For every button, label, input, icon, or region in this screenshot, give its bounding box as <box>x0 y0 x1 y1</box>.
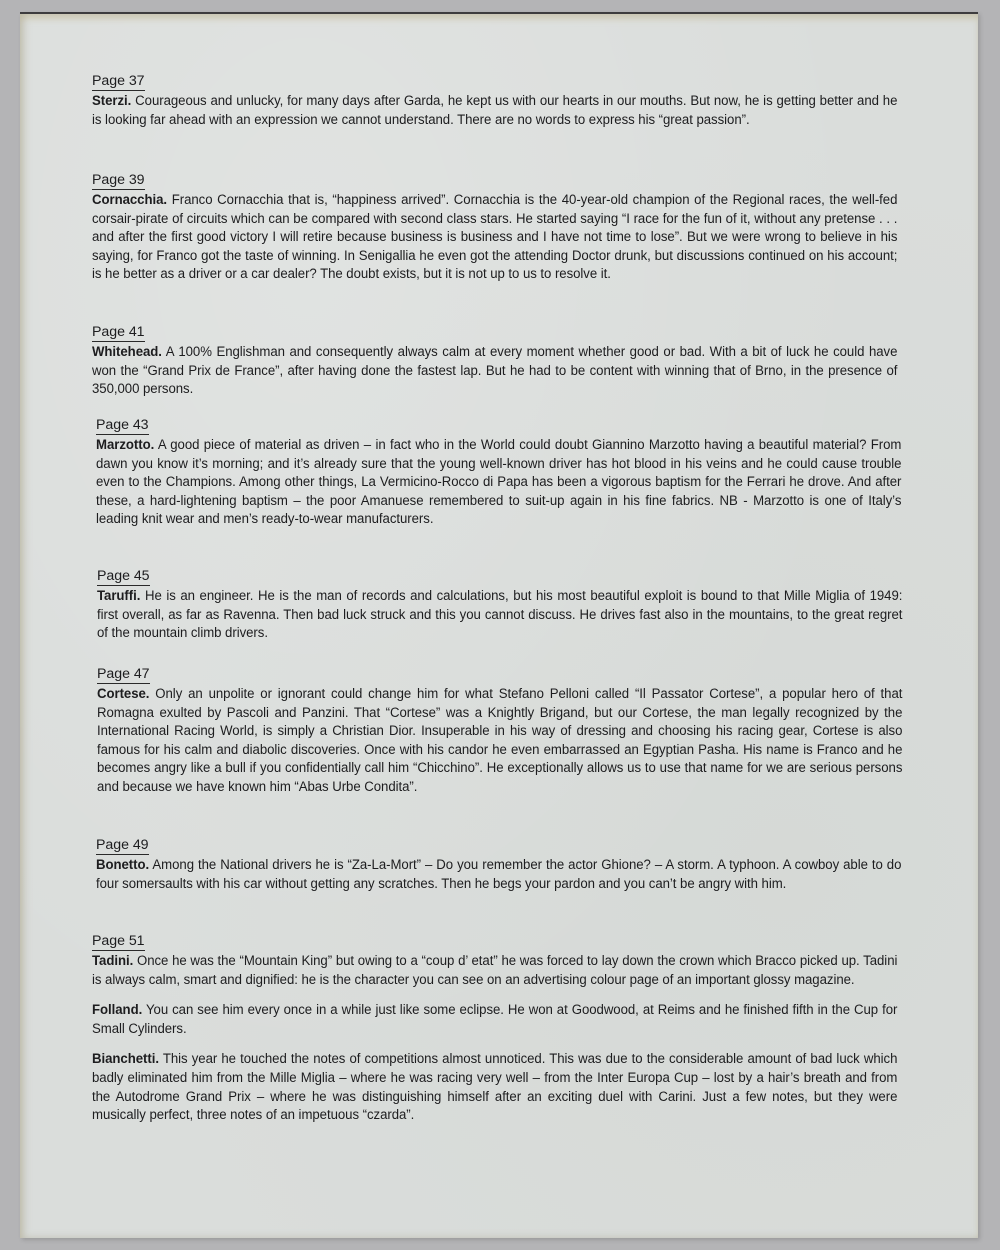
driver-description: Only an unpolite or ignorant could change him for what Stefano Pelloni called “Il Passator Cortese”, a popular hero of that Romagna exulted by Pascoli and Panzini. That “Cortese” was a Knightly Brigand, but our Cortese, the man legally recognized by the International Racing World, is simply a Christian Dior. Insuperable in his way of dressing and choosing his racing gear, Cortese is also famous for his calm and diabolic discoveries. Once with his candor he even embarrassed an Egyptian Pasha. His name is Franco and he becomes angry like a bull if you confidentially call him “Chicchino”. He exceptionally allows us to use that name for we are serious persons and because we have known him “Abas Urbe Condita”. <box>97 686 903 795</box>
section-page-47 <box>97 665 902 797</box>
page-reference-label: Page 45 <box>97 568 150 584</box>
page-reference-label: Page 47 <box>97 666 150 682</box>
driver-description: Franco Cornacchia that is, “happiness arrived”. Cornacchia is the 40-year-old champion of the Regional races, the well-fed corsair-pirate of circuits which can be compared with second class stars. He started saying “I race for the fun of it, without any pretense . . . and after the first good victory I will retire because business is business and I have not time to lose”. But we were wrong to believe in his saying, for Franco got the taste of winning. In Senigallia he even got the attending Doctor drunk, but discussions continued on his account; is he better as a driver or a car dealer? The doubt exists, but it is not up to us to resolve it. <box>92 192 898 283</box>
driver-name: Bianchetti. <box>92 1051 159 1068</box>
driver-entry-taruffi <box>97 587 902 643</box>
driver-name: Cornacchia. <box>92 192 168 208</box>
driver-entry-cortese <box>97 685 902 797</box>
section-page-37 <box>92 72 897 129</box>
driver-name: Folland. <box>92 1002 143 1019</box>
driver-description: He is an engineer. He is the man of records and calculations, but his most beautiful exploit is bound to that Mille Miglia of 1949: first overall, as far as Ravenna. Then bad luck struck and this you cannot discuss. He drives fast also in the mountains, to the great regret of the mountain climb drivers. <box>97 588 903 642</box>
driver-entry-tadini <box>92 952 897 989</box>
page-reference-label: Page 49 <box>96 837 149 853</box>
driver-description: A good piece of material as driven – in fact who in the World could doubt Giannino Marzotto having a beautiful material? From dawn you know it’s morning; and it’s already sure that the young well-known driver has hot blood in his veins and he could cause trouble even to the Champions. Among other things, La Vermicino-Rocco di Papa has been a vigorous baptism for the Ferrari he drove. And after these, a hard-lightening baptism – the poor Amanuese remembered to suit-up again in his fine fabrics. NB - Marzotto is one of Italy’s leading knit wear and men’s ready-to-wear manufacturers. <box>96 437 902 528</box>
driver-name: Bonetto. <box>96 857 150 873</box>
page-reference-label: Page 41 <box>92 324 145 340</box>
page-reference-label: Page 51 <box>92 933 145 949</box>
driver-description: A 100% Englishman and consequently always calm at every moment whether good or bad. With a bit of luck he could have won the “Grand Prix de France”, after having done the fastest lap. But he had to be content with winning that of Brno, in the presence of 350,000 persons. <box>92 344 898 398</box>
section-page-39 <box>92 171 897 284</box>
driver-entry-bianchetti <box>92 1050 897 1124</box>
document-page <box>20 12 978 1238</box>
section-page-45 <box>97 567 902 643</box>
driver-name: Sterzi. <box>92 93 132 109</box>
driver-entry-cornacchia <box>92 191 897 284</box>
page-reference-label: Page 39 <box>92 172 145 188</box>
driver-description: Once he was the “Mountain King” but owing to a “coup d’ etat” he was forced to lay down the crown which Bracco picked up. Tadini is always calm, smart and dignified: he is the character you can see on an advertising colour page of an important glossy magazine. <box>92 953 898 988</box>
driver-name: Taruffi. <box>97 588 141 604</box>
driver-description: Among the National drivers he is “Za-La-Mort” – Do you remember the actor Ghione? – A storm. A typhoon. A cowboy able to do four somersaults with his car without getting any scratches. Then he begs your pardon and you can’t be angry with him. <box>96 857 902 892</box>
driver-entry-sterzi <box>92 92 897 129</box>
driver-entry-marzotto <box>96 436 901 529</box>
driver-description: This year he touched the notes of competitions almost unnoticed. This was due to the considerable amount of bad luck which badly eliminated him from the Mille Miglia – where he was racing very well – from the Inter Europa Cup – lost by a hair’s breath and from the Autodrome Grand Prix – where he was distinguishing himself after an exciting duel with Carini. Just a few notes, but they were musically perfect, three notes of an impetuous “czarda”. <box>92 1051 898 1124</box>
page-reference-label: Page 43 <box>96 417 149 433</box>
driver-entry-bonetto <box>96 856 901 893</box>
section-page-43 <box>96 416 901 529</box>
section-page-49 <box>96 836 901 893</box>
page-reference-label: Page 37 <box>92 73 145 89</box>
driver-name: Marzotto. <box>96 437 155 453</box>
driver-description: You can see him every once in a while just like some eclipse. He won at Goodwood, at Reims and he finished fifth in the Cup for Small Cylinders. <box>92 1002 898 1037</box>
section-page-51 <box>92 932 897 1125</box>
driver-entry-folland <box>92 1001 897 1038</box>
driver-entry-whitehead <box>92 343 897 399</box>
driver-name: Cortese. <box>97 686 150 702</box>
driver-name: Whitehead. <box>92 344 162 360</box>
driver-description: Courageous and unlucky, for many days after Garda, he kept us with our hearts in our mouths. But now, he is getting better and he is looking far ahead with an expression we cannot understand. There are no words to express his “great passion”. <box>92 93 898 128</box>
section-page-41 <box>92 323 897 399</box>
driver-name: Tadini. <box>92 953 134 969</box>
